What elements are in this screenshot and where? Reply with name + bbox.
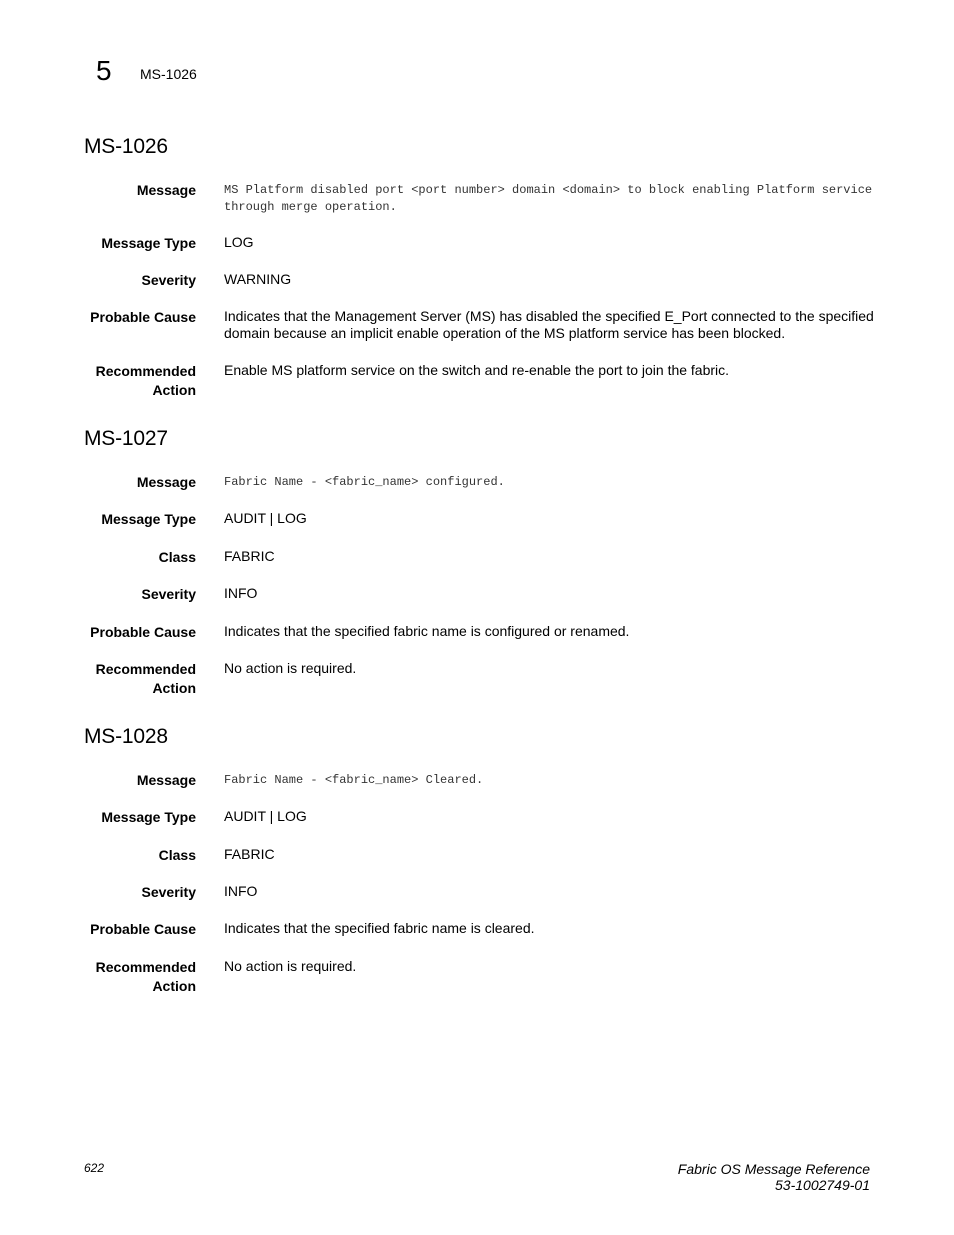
field-label: Class	[158, 847, 196, 863]
doc-title: Fabric OS Message Reference	[677, 1161, 870, 1177]
field-value: FABRIC	[224, 846, 275, 862]
field-value: Indicates that the Management Server (MS) has disabled the specified E_Port connected to the specified domain because an implicit enable operation of the MS platform service has been blocked.	[224, 308, 874, 341]
message-section-ms-1028	[84, 725, 884, 1005]
section-heading: MS-1027	[84, 427, 168, 450]
field-label: Recommended Action	[95, 661, 196, 696]
message-section-ms-1027	[84, 427, 884, 707]
field-value: INFO	[224, 883, 258, 899]
doc-number: 53-1002749-01	[775, 1177, 870, 1193]
running-header-title: MS-1026	[140, 66, 197, 82]
field-label: Probable Cause	[90, 624, 196, 640]
field-label: Severity	[141, 272, 196, 288]
field-value: Fabric Name - <fabric_name> configured.	[224, 475, 505, 489]
field-value: LOG	[224, 234, 254, 250]
field-value: FABRIC	[224, 548, 275, 564]
footer-doc-info	[678, 1161, 870, 1193]
field-label: Recommended Action	[95, 363, 196, 398]
field-value: MS Platform disabled port <port number> domain <domain> to block enabling Platform service through merge operation.	[224, 183, 873, 214]
field-label: Message Type	[101, 235, 196, 251]
field-label: Message	[136, 474, 196, 490]
message-section-ms-1026	[84, 135, 884, 405]
field-label: Message	[136, 772, 196, 788]
field-value: No action is required.	[224, 958, 357, 974]
field-value: No action is required.	[224, 660, 357, 676]
field-label: Severity	[141, 586, 196, 602]
field-value: Indicates that the specified fabric name is cleared.	[224, 920, 535, 936]
field-label: Probable Cause	[90, 921, 196, 937]
field-value: Enable MS platform service on the switch and re-enable the port to join the fabric.	[224, 362, 730, 378]
field-value: AUDIT | LOG	[224, 808, 307, 824]
page-number: 622	[84, 1161, 105, 1175]
field-label: Probable Cause	[90, 309, 196, 325]
field-label: Class	[158, 549, 196, 565]
field-value: Indicates that the specified fabric name is configured or renamed.	[224, 623, 630, 639]
field-value: Fabric Name - <fabric_name> Cleared.	[224, 773, 484, 787]
field-label: Message	[136, 182, 196, 198]
field-label: Recommended Action	[95, 959, 196, 994]
field-label: Message Type	[101, 511, 196, 527]
field-label: Severity	[141, 884, 196, 900]
field-value: AUDIT | LOG	[224, 510, 307, 526]
chapter-number: 5	[96, 55, 112, 86]
section-heading: MS-1026	[84, 135, 168, 158]
section-heading: MS-1028	[84, 725, 168, 748]
field-value: INFO	[224, 585, 258, 601]
field-label: Message Type	[101, 809, 196, 825]
field-value: WARNING	[224, 271, 292, 287]
